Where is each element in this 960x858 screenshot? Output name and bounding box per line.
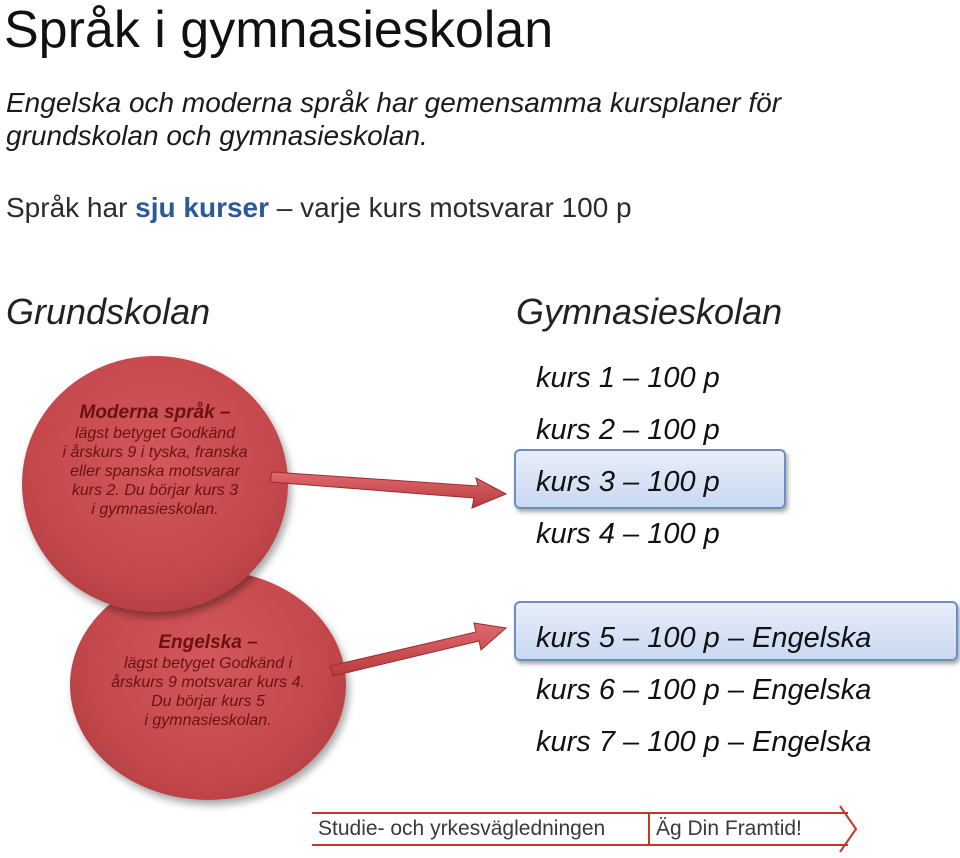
courses-summary-prefix: Språk har bbox=[6, 192, 136, 223]
course-item-1: kurs 1 – 100 p bbox=[536, 362, 720, 394]
course-item-7: kurs 7 – 100 p – Engelska bbox=[536, 726, 872, 758]
moderna-sprak-line-2: i årskurs 9 i tyska, franska bbox=[62, 444, 248, 461]
moderna-sprak-title: Moderna språk – bbox=[79, 402, 231, 423]
intro-text: Engelska och moderna språk har gemensamma kursplaner för grundskolan och gymnasieskolan. bbox=[6, 87, 782, 151]
page-title: Språk i gymnasieskolan bbox=[4, 1, 554, 59]
courses-summary-suffix: – varje kurs motsvarar 100 p bbox=[269, 192, 632, 223]
moderna-sprak-line-4: kurs 2. Du börjar kurs 3 bbox=[71, 482, 239, 499]
courses-summary-highlight: sju kurser bbox=[135, 192, 270, 223]
engelska-line-1: lägst betyget Godkänd i bbox=[123, 655, 293, 672]
moderna-sprak-line-1: lägst betyget Godkänd bbox=[74, 425, 236, 442]
footer-left-text: Studie- och yrkesvägledningen bbox=[318, 817, 606, 840]
course-item-5: kurs 5 – 100 p – Engelska bbox=[536, 622, 872, 654]
course-item-6: kurs 6 – 100 p – Engelska bbox=[536, 674, 872, 706]
moderna-sprak-line-5: i gymnasieskolan. bbox=[91, 501, 219, 518]
course-item-3: kurs 3 – 100 p bbox=[536, 466, 720, 498]
engelska-line-2: årskurs 9 motsvarar kurs 4. bbox=[111, 674, 305, 691]
footer-right-text: Äg Din Framtid! bbox=[656, 817, 802, 840]
engelska-line-4: i gymnasieskolan. bbox=[144, 712, 272, 729]
course-item-4: kurs 4 – 100 p bbox=[536, 518, 720, 550]
course-item-2: kurs 2 – 100 p bbox=[536, 414, 720, 446]
engelska-line-3: Du börjar kurs 5 bbox=[151, 693, 265, 710]
moderna-sprak-line-3: eller spanska motsvarar bbox=[70, 463, 240, 480]
engelska-title: Engelska – bbox=[158, 632, 258, 653]
gymnasieskolan-heading: Gymnasieskolan bbox=[516, 291, 783, 332]
arrow-to-kurs-5 bbox=[330, 623, 506, 676]
arrow-to-kurs-3 bbox=[270, 472, 506, 508]
grundskolan-heading: Grundskolan bbox=[6, 291, 211, 332]
